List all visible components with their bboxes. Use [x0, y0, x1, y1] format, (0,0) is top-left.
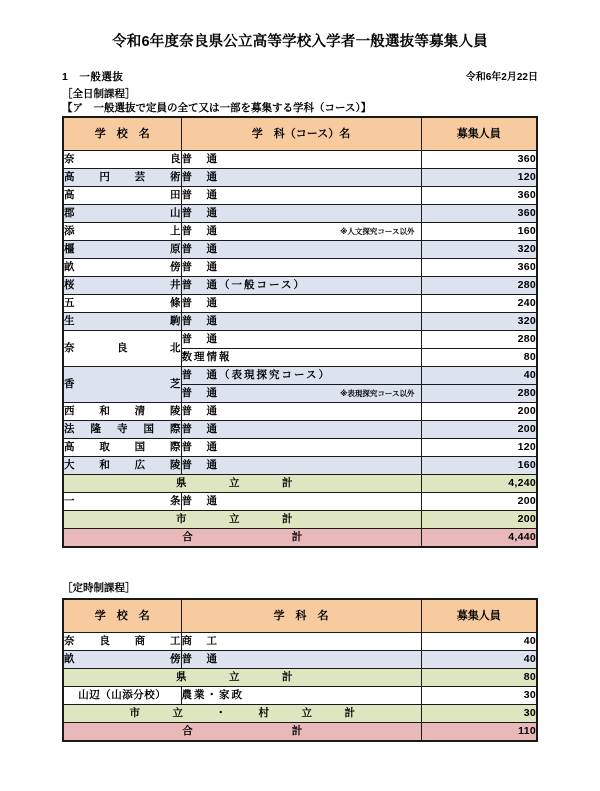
full-time-table-body: [63, 151, 537, 548]
subtotal-row-municipal: [63, 705, 537, 723]
department-name-text: 普 通: [181, 387, 219, 399]
cell-school: [63, 295, 181, 313]
table-row: [63, 259, 537, 277]
cell-department: [181, 151, 421, 169]
department-note: ※人文探究コース以外: [340, 227, 415, 236]
cell-capacity: 40: [421, 651, 537, 669]
department-name-text: 普 通: [181, 207, 219, 219]
table-row: [63, 223, 537, 241]
cell-capacity: 280: [421, 331, 537, 349]
header-school: 学 校 名: [63, 117, 181, 151]
cell-department: [181, 241, 421, 259]
department-name-text: 普 通: [181, 261, 219, 273]
grand-total-row: [63, 529, 537, 548]
school-name-text: 山辺（山添分校）: [78, 689, 167, 701]
table-row: [63, 403, 537, 421]
cell-school: [63, 277, 181, 295]
grand-total-row: [63, 723, 537, 742]
department-name-text: 農業・家政: [181, 689, 244, 701]
cell-department: [181, 385, 421, 403]
cell-school: [63, 687, 181, 705]
department-name-text: 普 通: [181, 405, 219, 417]
part-time-table: [62, 598, 538, 742]
subtotal-capacity: 80: [421, 669, 537, 687]
department-name-text: 普 通（一般コース）: [181, 279, 306, 291]
table-row: [63, 187, 537, 205]
header-department: 学 科 名: [181, 599, 421, 633]
subtotal-label: 県 立 計: [63, 669, 421, 687]
cell-department: [181, 421, 421, 439]
cell-capacity: 160: [421, 457, 537, 475]
table-row: [63, 367, 537, 385]
part-time-course-label: ［定時制課程］: [62, 582, 136, 594]
full-time-table: [62, 116, 538, 548]
header-school: 学 校 名: [63, 599, 181, 633]
cell-school: [63, 421, 181, 439]
cell-capacity: 120: [421, 169, 537, 187]
cell-department: [181, 349, 421, 367]
cell-school: [63, 651, 181, 669]
school-name-text: 香 芝: [64, 378, 181, 390]
department-name-text: 普 通: [181, 423, 219, 435]
school-name-text: 法 隆 寺 国 際: [64, 423, 181, 435]
part-time-table-body: [63, 633, 537, 742]
cell-capacity: 160: [421, 223, 537, 241]
page-title: 令和6年度奈良県公立高等学校入学者一般選抜等募集人員: [112, 34, 488, 50]
table-row: [63, 169, 537, 187]
cell-department: [181, 439, 421, 457]
full-time-sub-label: 【ア 一般選抜で定員の全て又は一部を募集する学科（コース）】: [62, 102, 372, 114]
department-name-text: 普 通: [181, 171, 219, 183]
table-row: [63, 277, 537, 295]
cell-department: [181, 687, 421, 705]
department-name-text: 普 通: [181, 189, 219, 201]
table-row: [63, 439, 537, 457]
full-time-table-head: [63, 117, 537, 151]
cell-school: [63, 439, 181, 457]
cell-capacity: 320: [421, 241, 537, 259]
table-row: [63, 313, 537, 331]
department-name-text: 普 通: [181, 495, 219, 507]
cell-capacity: 200: [421, 421, 537, 439]
cell-school: [63, 313, 181, 331]
cell-capacity: 200: [421, 403, 537, 421]
cell-department: [181, 295, 421, 313]
cell-school: [63, 403, 181, 421]
subtotal-label: 市 立 ・ 村 立 計: [63, 705, 421, 723]
school-name-text: 高 田: [64, 189, 181, 201]
school-name-text: 西 和 清 陵: [64, 405, 181, 417]
cell-school: [63, 259, 181, 277]
school-name-text: 大 和 広 陵: [64, 459, 181, 471]
department-name-text: 数理情報: [181, 351, 232, 363]
header-capacity: 募集人員: [421, 117, 537, 151]
department-name-text: 普 通: [181, 315, 219, 327]
cell-capacity: 280: [421, 277, 537, 295]
table-row: [63, 633, 537, 651]
section-header-line: [62, 68, 538, 84]
table-row: [63, 493, 537, 511]
department-name-text: 普 通: [181, 243, 219, 255]
department-name-text: 普 通: [181, 441, 219, 453]
cell-department: [181, 633, 421, 651]
department-name-text: 普 通: [181, 297, 219, 309]
table-header-row: [63, 599, 537, 633]
subtotal-row-prefectural: [63, 669, 537, 687]
cell-capacity: 40: [421, 367, 537, 385]
subtotal-row-prefectural: [63, 475, 537, 493]
grand-total-capacity: 4,440: [421, 529, 537, 548]
cell-school: [63, 493, 181, 511]
section-number: 1 一般選抜: [62, 71, 124, 83]
table-row: [63, 421, 537, 439]
cell-capacity: 360: [421, 151, 537, 169]
cell-department: [181, 651, 421, 669]
cell-department: [181, 259, 421, 277]
cell-school: [63, 633, 181, 651]
cell-department: [181, 187, 421, 205]
header-capacity: 募集人員: [421, 599, 537, 633]
department-name-text: 普 通: [181, 459, 219, 471]
school-name-text: 郡 山: [64, 207, 181, 219]
cell-department: [181, 331, 421, 349]
school-name-text: 生 駒: [64, 315, 181, 327]
document-date: 令和6年2月22日: [465, 72, 538, 83]
cell-department: [181, 205, 421, 223]
cell-school: [63, 151, 181, 169]
cell-capacity: 40: [421, 633, 537, 651]
cell-department: [181, 313, 421, 331]
cell-school: [63, 205, 181, 223]
table-row: [63, 295, 537, 313]
cell-school: [63, 241, 181, 259]
table-header-row: [63, 117, 537, 151]
cell-school: [63, 367, 181, 403]
department-name-text: 普 通: [181, 333, 219, 345]
school-name-text: 一 条: [64, 495, 181, 507]
table-row: [63, 457, 537, 475]
department-name-text: 普 通（表現探究コース）: [181, 369, 331, 381]
cell-capacity: 240: [421, 295, 537, 313]
department-note: ※表現探究コース以外: [340, 389, 415, 398]
cell-department: [181, 457, 421, 475]
cell-capacity: 200: [421, 493, 537, 511]
department-name-text: 普 通: [181, 653, 219, 665]
cell-department: [181, 367, 421, 385]
cell-capacity: 280: [421, 385, 537, 403]
subtotal-row-municipal: [63, 511, 537, 529]
table-row: [63, 241, 537, 259]
department-name-text: 普 通: [181, 225, 219, 237]
cell-department: [181, 277, 421, 295]
cell-school: [63, 457, 181, 475]
cell-school: [63, 223, 181, 241]
school-name-text: 奈 良 北: [64, 342, 181, 354]
full-time-course-label: ［全日制課程］: [62, 88, 136, 100]
table-row: [63, 151, 537, 169]
subtotal-capacity: 30: [421, 705, 537, 723]
grand-total-label: 合 計: [63, 529, 421, 548]
subtotal-label: 市 立 計: [63, 511, 421, 529]
school-name-text: 五 條: [64, 297, 181, 309]
cell-capacity: 120: [421, 439, 537, 457]
table-row: [63, 651, 537, 669]
full-time-table-wrapper: [62, 116, 538, 548]
cell-department: [181, 169, 421, 187]
table-row: [63, 687, 537, 705]
department-name-text: 商 工: [181, 635, 219, 647]
school-name-text: 添 上: [64, 225, 181, 237]
cell-capacity: 360: [421, 205, 537, 223]
header-department: 学 科（コース）名: [181, 117, 421, 151]
table-row: [63, 331, 537, 349]
cell-school: [63, 169, 181, 187]
cell-department: [181, 223, 421, 241]
cell-capacity: 360: [421, 187, 537, 205]
school-name-text: 奈 良 商 工: [64, 635, 181, 647]
school-name-text: 畝 傍: [64, 653, 181, 665]
cell-capacity: 320: [421, 313, 537, 331]
part-time-table-wrapper: [62, 598, 538, 742]
school-name-text: 桜 井: [64, 279, 181, 291]
school-name-text: 高 円 芸 術: [64, 171, 181, 183]
cell-school: [63, 331, 181, 367]
school-name-text: 橿 原: [64, 243, 181, 255]
subtotal-label: 県 立 計: [63, 475, 421, 493]
cell-department: [181, 403, 421, 421]
grand-total-capacity: 110: [421, 723, 537, 742]
school-name-text: 奈 良: [64, 153, 181, 165]
cell-capacity: 360: [421, 259, 537, 277]
cell-capacity: 80: [421, 349, 537, 367]
grand-total-label: 合 計: [63, 723, 421, 742]
subtotal-capacity: 4,240: [421, 475, 537, 493]
department-name-text: 普 通: [181, 153, 219, 165]
part-time-table-head: [63, 599, 537, 633]
school-name-text: 高 取 国 際: [64, 441, 181, 453]
subtotal-capacity: 200: [421, 511, 537, 529]
school-name-text: 畝 傍: [64, 261, 181, 273]
cell-department: [181, 493, 421, 511]
cell-school: [63, 187, 181, 205]
table-row: [63, 205, 537, 223]
cell-capacity: 30: [421, 687, 537, 705]
